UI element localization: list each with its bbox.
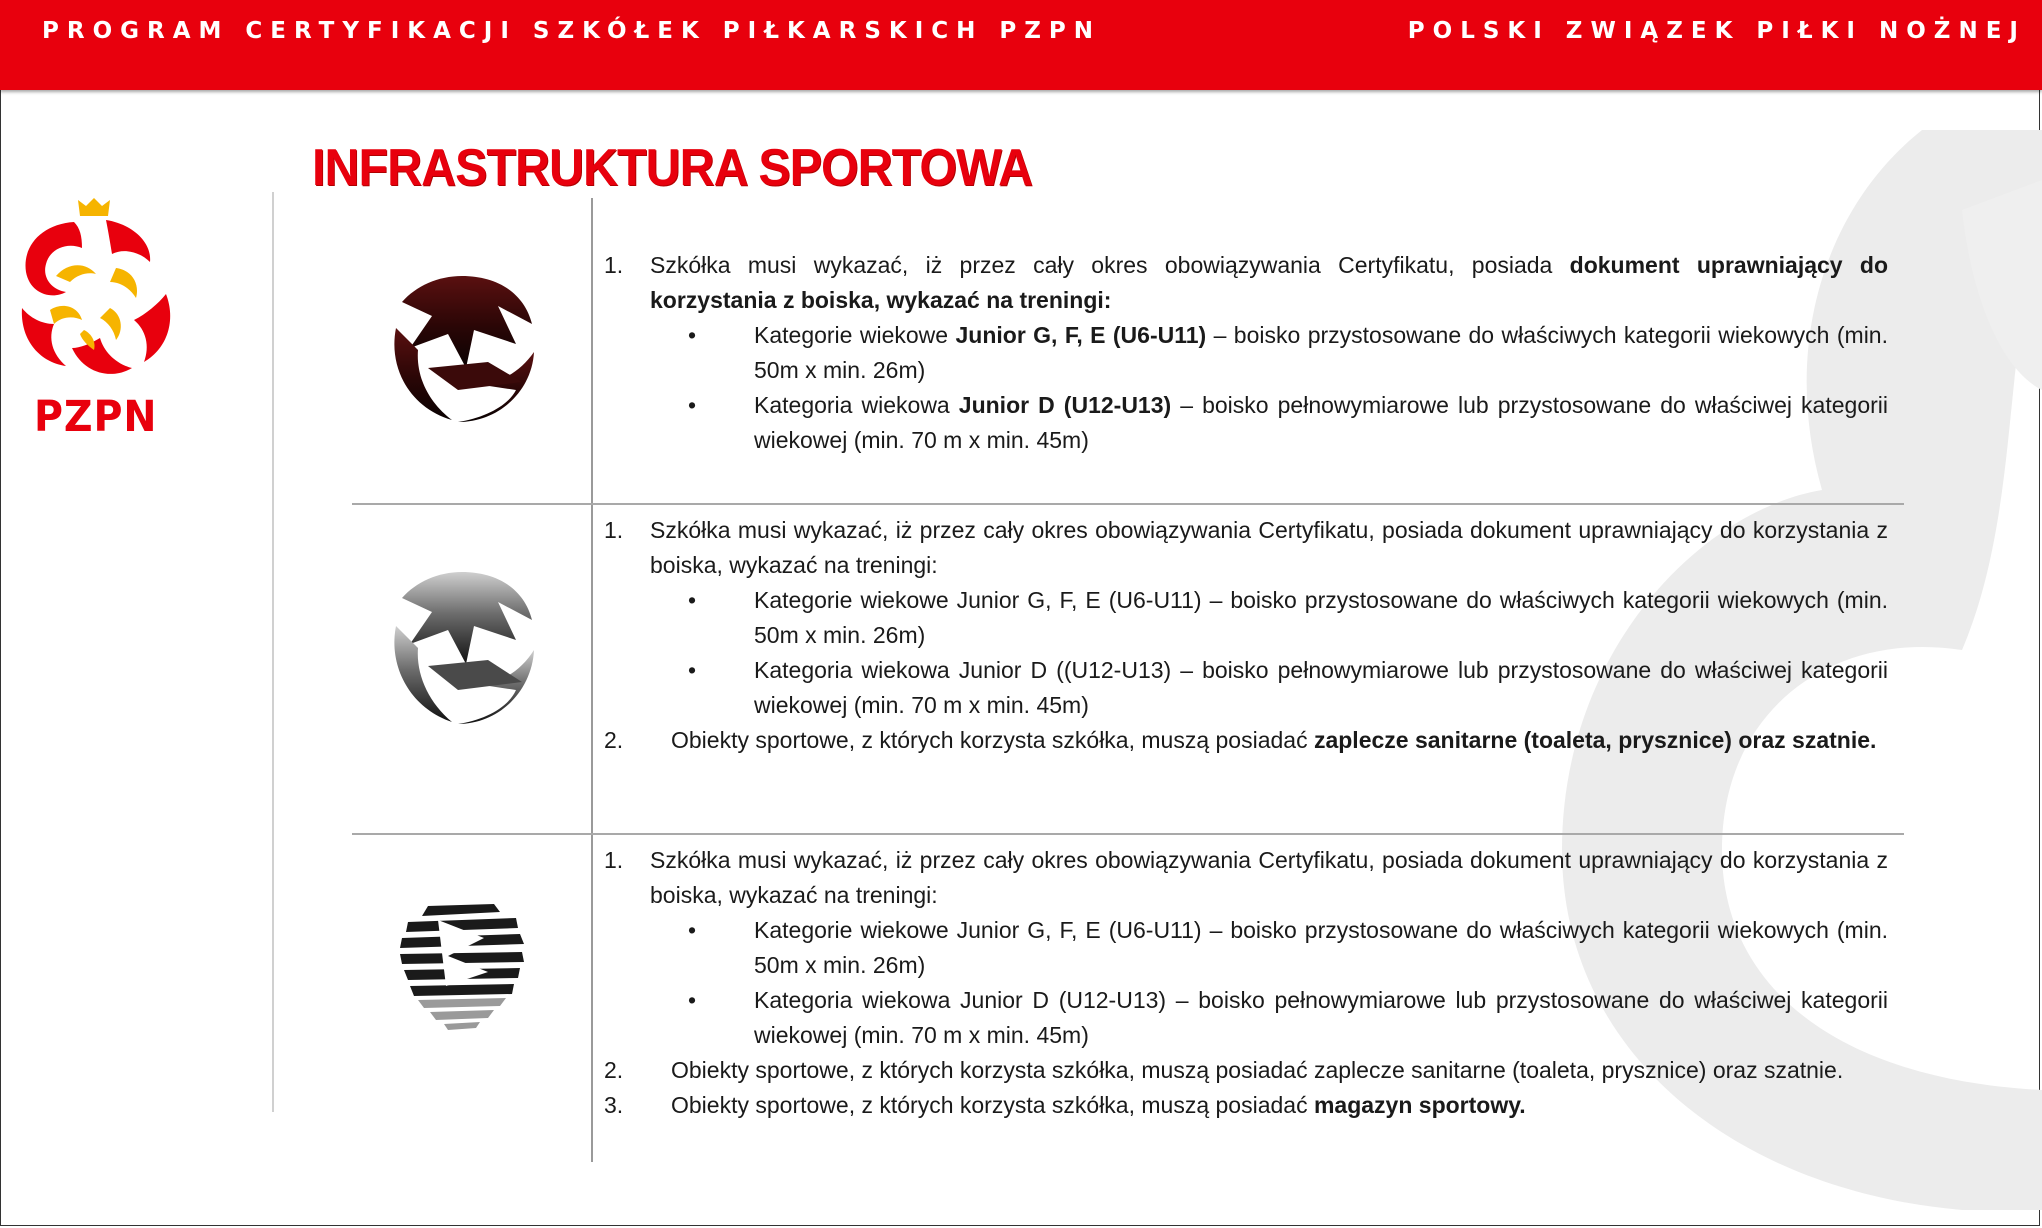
item-text: Szkółka musi wykazać, iż przez cały okres obowiązywania Certyfikatu, posiada dokument uprawniający do korzystania z boiska, wykazać na treningi:	[650, 847, 1888, 908]
list-item	[604, 843, 1888, 913]
sub-bold-text: Junior D (U12-U13)	[958, 392, 1172, 418]
sub-list-item	[604, 913, 1888, 983]
sub-list-item	[604, 653, 1888, 723]
sub-text: – boisko przystosowane do właściwych kategorii wiekowych (min. 50m x min. 26m)	[754, 322, 1888, 383]
item-number: 1.	[604, 517, 624, 543]
list-item	[604, 248, 1888, 318]
sub-text: Kategoria wiekowa Junior D ((U12-U13) – boisko pełnowymiarowe lub przystosowane do właściwej kategorii wiekowej (min. 70 m x min. 45m)	[754, 657, 1888, 718]
bronze-star-ball-icon	[388, 900, 536, 1032]
bullet-icon: •	[688, 917, 697, 943]
row-divider-1	[352, 503, 1904, 505]
bullet-icon: •	[688, 987, 697, 1013]
requirements-section-2	[604, 513, 1888, 758]
item-bold-text: magazyn sportowy.	[1313, 1092, 1526, 1118]
item-bold-text: zaplecze sanitarne (toaleta, prysznice) oraz szatnie.	[1313, 727, 1877, 753]
sub-list-item	[604, 388, 1888, 458]
sub-text: Kategoria wiekowa	[754, 392, 959, 418]
sub-list-item	[604, 583, 1888, 653]
sub-list-item	[604, 983, 1888, 1053]
header-program-title: PROGRAM CERTYFIKACJI SZKÓŁEK PIŁKARSKICH PZPN	[42, 18, 1102, 44]
pzpn-logo-text: PZPN	[34, 392, 158, 442]
sub-text: Kategorie wiekowe	[754, 322, 956, 348]
sub-text: Kategorie wiekowe Junior G, F, E (U6-U11) – boisko przystosowane do właściwych kategorii wiekowych (min. 50m x min. 26m)	[754, 917, 1888, 978]
silver-star-ball-icon	[388, 568, 536, 726]
list-item	[604, 1053, 1888, 1088]
header-association-name: POLSKI ZWIĄZEK PIŁKI NOŻNEJ	[1407, 18, 2026, 44]
bullet-icon: •	[688, 587, 697, 613]
row-divider-2	[352, 833, 1904, 835]
list-item	[604, 1088, 1888, 1123]
page-title: INFRASTRUKTURA SPORTOWA	[312, 139, 1033, 197]
gold-star-ball-icon	[388, 272, 536, 424]
column-divider	[591, 198, 593, 1162]
sub-text: – boisko pełnowymiarowe lub przystosowane do właściwej kategorii wiekowej (min. 70 m x min. 45m)	[754, 392, 1888, 453]
requirements-section-1	[604, 248, 1888, 458]
bullet-icon: •	[688, 657, 697, 683]
header-bar	[0, 0, 2042, 90]
item-bold-text: dokument uprawniający do korzystania z boiska, wykazać na treningi:	[650, 252, 1888, 313]
item-number: 2.	[604, 1057, 624, 1083]
item-text: Obiekty sportowe, z których korzysta szkółka, muszą posiadać zaplecze sanitarne (toaleta, prysznice) oraz szatnie.	[671, 1057, 1844, 1083]
list-item	[604, 723, 1888, 758]
left-divider	[272, 192, 274, 1112]
item-text: Szkółka musi wykazać, iż przez cały okres obowiązywania Certyfikatu, posiada dokument uprawniający do korzystania z boiska, wykazać na treningi:	[650, 517, 1888, 578]
requirements-section-3	[604, 843, 1888, 1123]
item-text: Obiekty sportowe, z których korzysta szkółka, muszą posiadać	[671, 727, 1314, 753]
item-text: Szkółka musi wykazać, iż przez cały okres obowiązywania Certyfikatu, posiada	[650, 252, 1570, 278]
sub-text: Kategoria wiekowa Junior D (U12-U13) – boisko pełnowymiarowe lub przystosowane do właściwej kategorii wiekowej (min. 70 m x min. 45m)	[754, 987, 1888, 1048]
bullet-icon: •	[688, 322, 697, 348]
list-item	[604, 513, 1888, 583]
item-text: Obiekty sportowe, z których korzysta szkółka, muszą posiadać	[671, 1092, 1314, 1118]
item-number: 1.	[604, 252, 624, 278]
item-number: 2.	[604, 727, 624, 753]
item-number: 3.	[604, 1092, 624, 1118]
bullet-icon: •	[688, 392, 697, 418]
item-number: 1.	[604, 847, 624, 873]
sub-list-item	[604, 318, 1888, 388]
sub-bold-text: Junior G, F, E (U6-U11)	[955, 322, 1207, 348]
sub-text: Kategorie wiekowe Junior G, F, E (U6-U11) – boisko przystosowane do właściwych kategorii wiekowych (min. 50m x min. 26m)	[754, 587, 1888, 648]
